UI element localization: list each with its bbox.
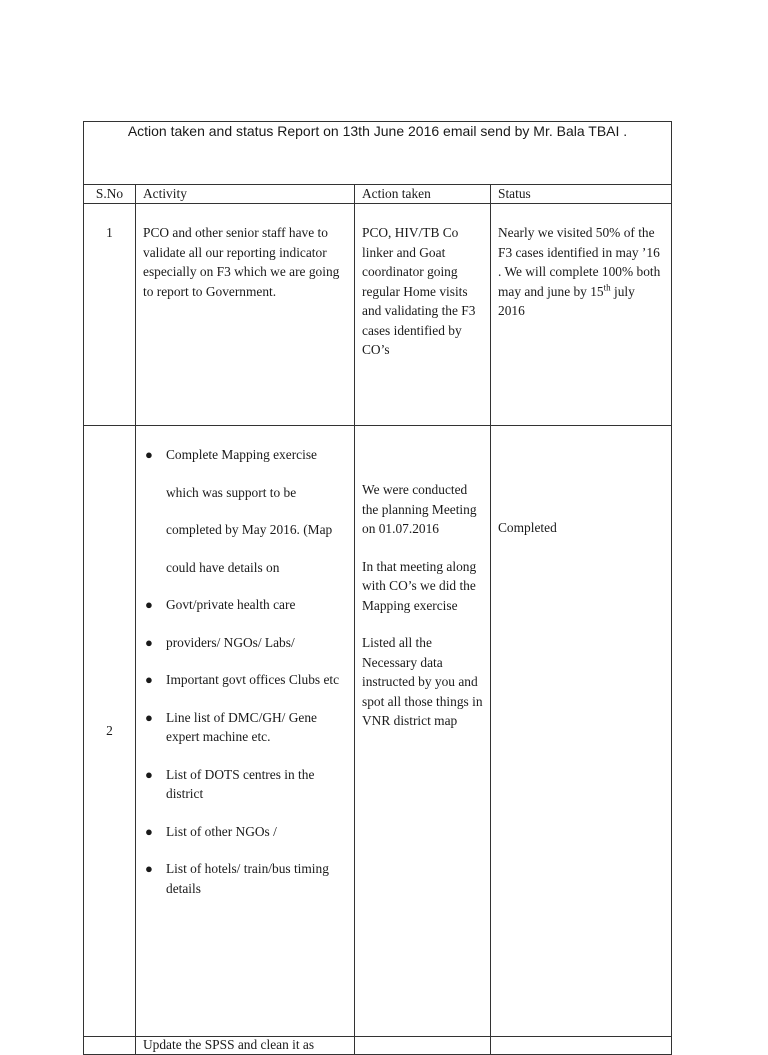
list-item-text: Govt/private health care bbox=[166, 597, 296, 612]
list-item-text: Line list of DMC/GH/ Gene expert machine etc. bbox=[166, 709, 317, 744]
bullet-icon: ● bbox=[145, 766, 153, 782]
list-item-continuation: could have details on bbox=[166, 559, 280, 575]
row1-status-text: Nearly we visited 50% of the F3 cases identified in may ’16 . We will complete 100% both may and june by 15 bbox=[498, 225, 661, 299]
table-row bbox=[84, 1037, 672, 1055]
row3-activity: Update the SPSS and clean it as bbox=[136, 1037, 355, 1055]
row2-action-taken bbox=[355, 426, 491, 1037]
row3-sno bbox=[84, 1037, 136, 1055]
list-item-continuation: completed by May 2016. (Map bbox=[166, 522, 333, 537]
action-paragraph: We were conducted the planning Meeting on 01.07.2016 bbox=[362, 482, 477, 536]
header-row bbox=[84, 185, 672, 204]
list-item bbox=[143, 595, 347, 615]
action-paragraph: Listed all the Necessary data instructed by you and spot all those things in VNR district map bbox=[362, 635, 483, 728]
table-row bbox=[84, 426, 672, 1037]
row3-action-taken bbox=[355, 1037, 491, 1055]
list-item bbox=[143, 765, 347, 804]
list-item bbox=[143, 670, 347, 690]
report-title: Action taken and status Report on 13th June 2016 email send by Mr. Bala TBAI . bbox=[84, 122, 672, 185]
row1-activity: PCO and other senior staff have to validate all our reporting indicator especially on F3 which we are going to report to Government. bbox=[136, 204, 355, 426]
list-item-text: List of hotels/ train/bus timing details bbox=[166, 861, 329, 896]
bullet-icon: ● bbox=[145, 447, 153, 462]
status-report-table bbox=[83, 121, 672, 1055]
bullet-icon: ● bbox=[145, 672, 153, 687]
header-sno: S.No bbox=[84, 185, 136, 204]
row2-sno: 2 bbox=[84, 426, 136, 1037]
list-item-text: Important govt offices Clubs etc bbox=[166, 672, 340, 687]
header-activity: Activity bbox=[136, 185, 355, 204]
row1-sno: 1 bbox=[84, 204, 136, 426]
list-item-text: List of DOTS centres in the district bbox=[166, 766, 315, 801]
row2-activity bbox=[136, 426, 355, 1037]
bullet-icon: ● bbox=[145, 709, 153, 725]
bullet-icon: ● bbox=[145, 597, 153, 612]
list-item-text: providers/ NGOs/ Labs/ bbox=[166, 634, 295, 650]
bullet-icon: ● bbox=[145, 823, 153, 839]
list-item-text: Complete Mapping exercise bbox=[166, 447, 317, 462]
list-item bbox=[143, 859, 347, 898]
row1-status bbox=[491, 204, 672, 426]
list-item bbox=[143, 822, 347, 842]
bullet-icon: ● bbox=[145, 861, 153, 876]
table-row bbox=[84, 204, 672, 426]
row2-status: Completed bbox=[491, 426, 672, 1037]
list-item bbox=[143, 633, 347, 653]
header-action-taken: Action taken bbox=[355, 185, 491, 204]
bullet-icon: ● bbox=[145, 634, 153, 650]
row1-status-text-end: july 2016 bbox=[498, 283, 635, 318]
list-item bbox=[143, 445, 347, 465]
row1-status-superscript: th bbox=[603, 282, 611, 293]
header-status: Status bbox=[491, 185, 672, 204]
list-item bbox=[143, 708, 347, 747]
list-item-text: List of other NGOs / bbox=[166, 823, 277, 839]
list-item-continuation: which was support to be bbox=[166, 484, 297, 500]
action-paragraph: In that meeting along with CO’s we did the Mapping exercise bbox=[362, 558, 477, 613]
row3-status bbox=[491, 1037, 672, 1055]
title-row bbox=[84, 122, 672, 185]
row1-action-taken: PCO, HIV/TB Co linker and Goat coordinator going regular Home visits and validating the F3 cases identified by CO’s bbox=[355, 204, 491, 426]
